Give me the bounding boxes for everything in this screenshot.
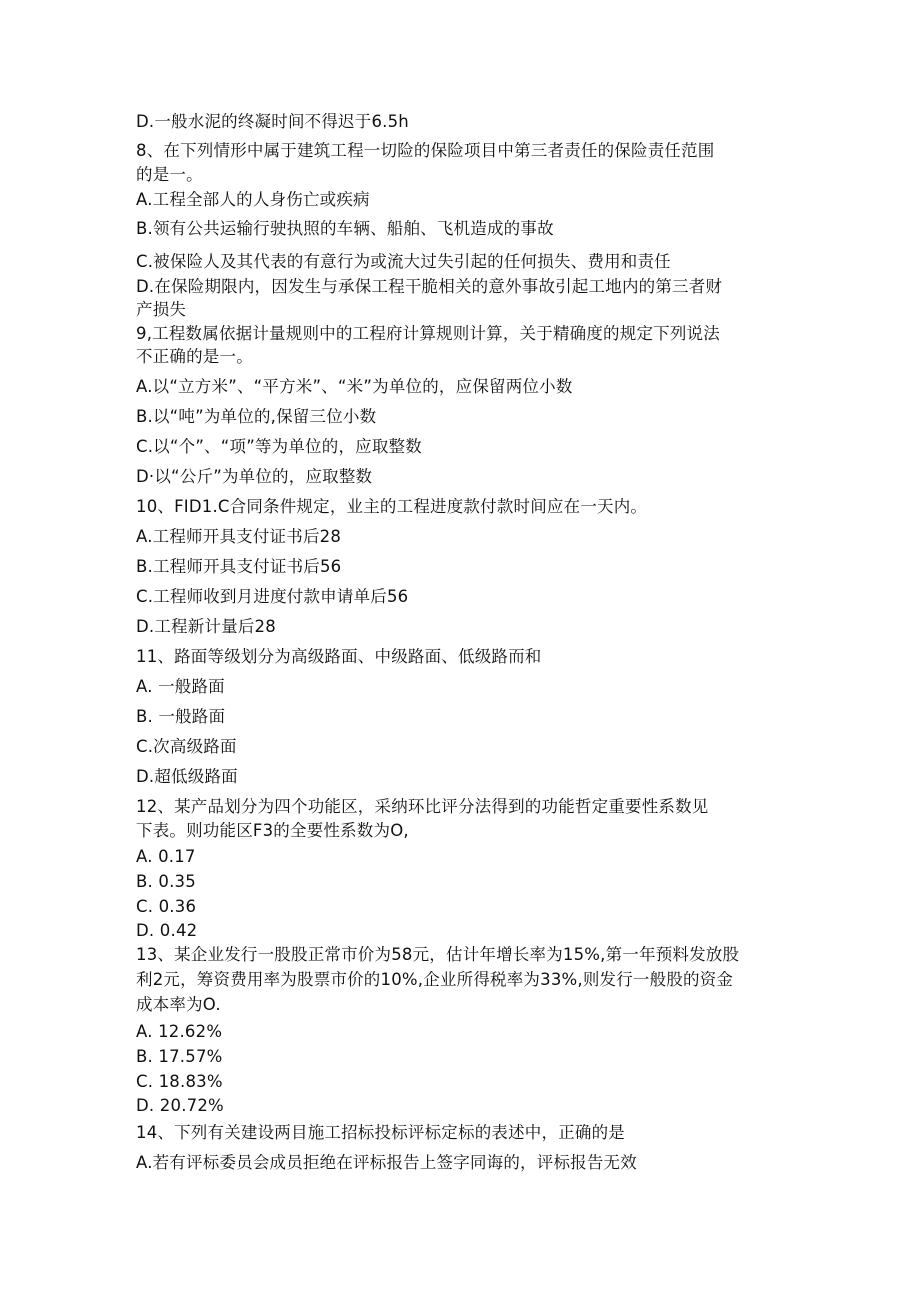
option-8c: C.被保险人及其代表的有意行为或流大过失引起的任何损失、费用和责任 [136,252,671,271]
option-14a: A.若有评标委员会成员拒绝在评标报告上签字同诲的，评标报告无效 [136,1153,637,1172]
question-8-cont: 的是一。 [136,165,203,184]
question-10: 10、FID1.C合同条件规定，业主的工程进度款付款时间应在一天内。 [136,497,648,516]
option-9a: A.以“立方米”、“平方米”、“米”为单位的，应保留两位小数 [136,377,573,396]
question-9-cont: 不正确的是一。 [136,347,253,366]
option-13d: D. 20.72% [136,1096,224,1115]
question-13: 13、某企业发行一股股正常市价为58元，估计年增长率为15%,第一年预料发放股 [136,945,740,964]
option-12c: C. 0.36 [136,897,197,916]
option-11d: D.超低级路面 [136,767,238,786]
option-11b: B. 一般路面 [136,707,226,726]
option-8b: B.领有公共运输行驶执照的车辆、船舶、飞机造成的事故 [136,219,554,238]
question-12-cont: 下表。则功能区F3的全要性系数为O, [136,821,409,840]
option-9d: D·以“公斤”为单位的，应取整数 [136,467,373,486]
question-9: 9,工程数属依据计量规则中的工程府计算规则计算，关于精确度的规定下列说法 [136,324,720,343]
option-13a: A. 12.62% [136,1022,223,1041]
option-12d: D. 0.42 [136,921,198,940]
option-9b: B.以“吨”为单位的,保留三位小数 [136,407,377,426]
option-10a: A.工程师开具支付证书后28 [136,527,342,546]
option-8d: D.在保险期限内，因发生与承保工程干脆相关的意外事故引起工地内的第三者财 [136,277,723,296]
option-10c: C.工程师收到月进度付款申请单后56 [136,587,409,606]
option-9c: C.以“个”、“项”等为单位的，应取整数 [136,437,422,456]
option-12a: A. 0.17 [136,847,196,866]
option-10b: B.工程师开具支付证书后56 [136,557,342,576]
question-12: 12、某产品划分为四个功能区，采纳环比评分法得到的功能哲定重要性系数见 [136,797,709,816]
option-8a: A.工程全部人的人身伤亡或疾病 [136,190,370,209]
question-14: 14、下列有关建设两目施工招标投标评标定标的表述中，正确的是 [136,1123,625,1142]
option-13b: B. 17.57% [136,1047,223,1066]
question-13-cont2: 成本率为O. [136,995,221,1014]
option-8d-cont: 产损失 [136,300,187,319]
option-11a: A. 一般路面 [136,677,225,696]
option-13c: C. 18.83% [136,1072,223,1091]
option-12b: B. 0.35 [136,872,196,891]
option-10d: D.工程新计量后28 [136,617,276,636]
question-11: 11、路面等级划分为高级路面、中级路面、低级路而和 [136,647,542,666]
option-11c: C.次高级路面 [136,737,237,756]
option-7d: D.一般水泥的终凝时间不得迟于6.5h [136,112,409,131]
question-8: 8、在下列情形中属于建筑工程一切险的保险项目中第三者责任的保险责任范围 [136,141,715,160]
question-13-cont1: 利2元，筹资费用率为股票市价的10%,企业所得税率为33%,则发行一般股的资金 [136,970,734,989]
